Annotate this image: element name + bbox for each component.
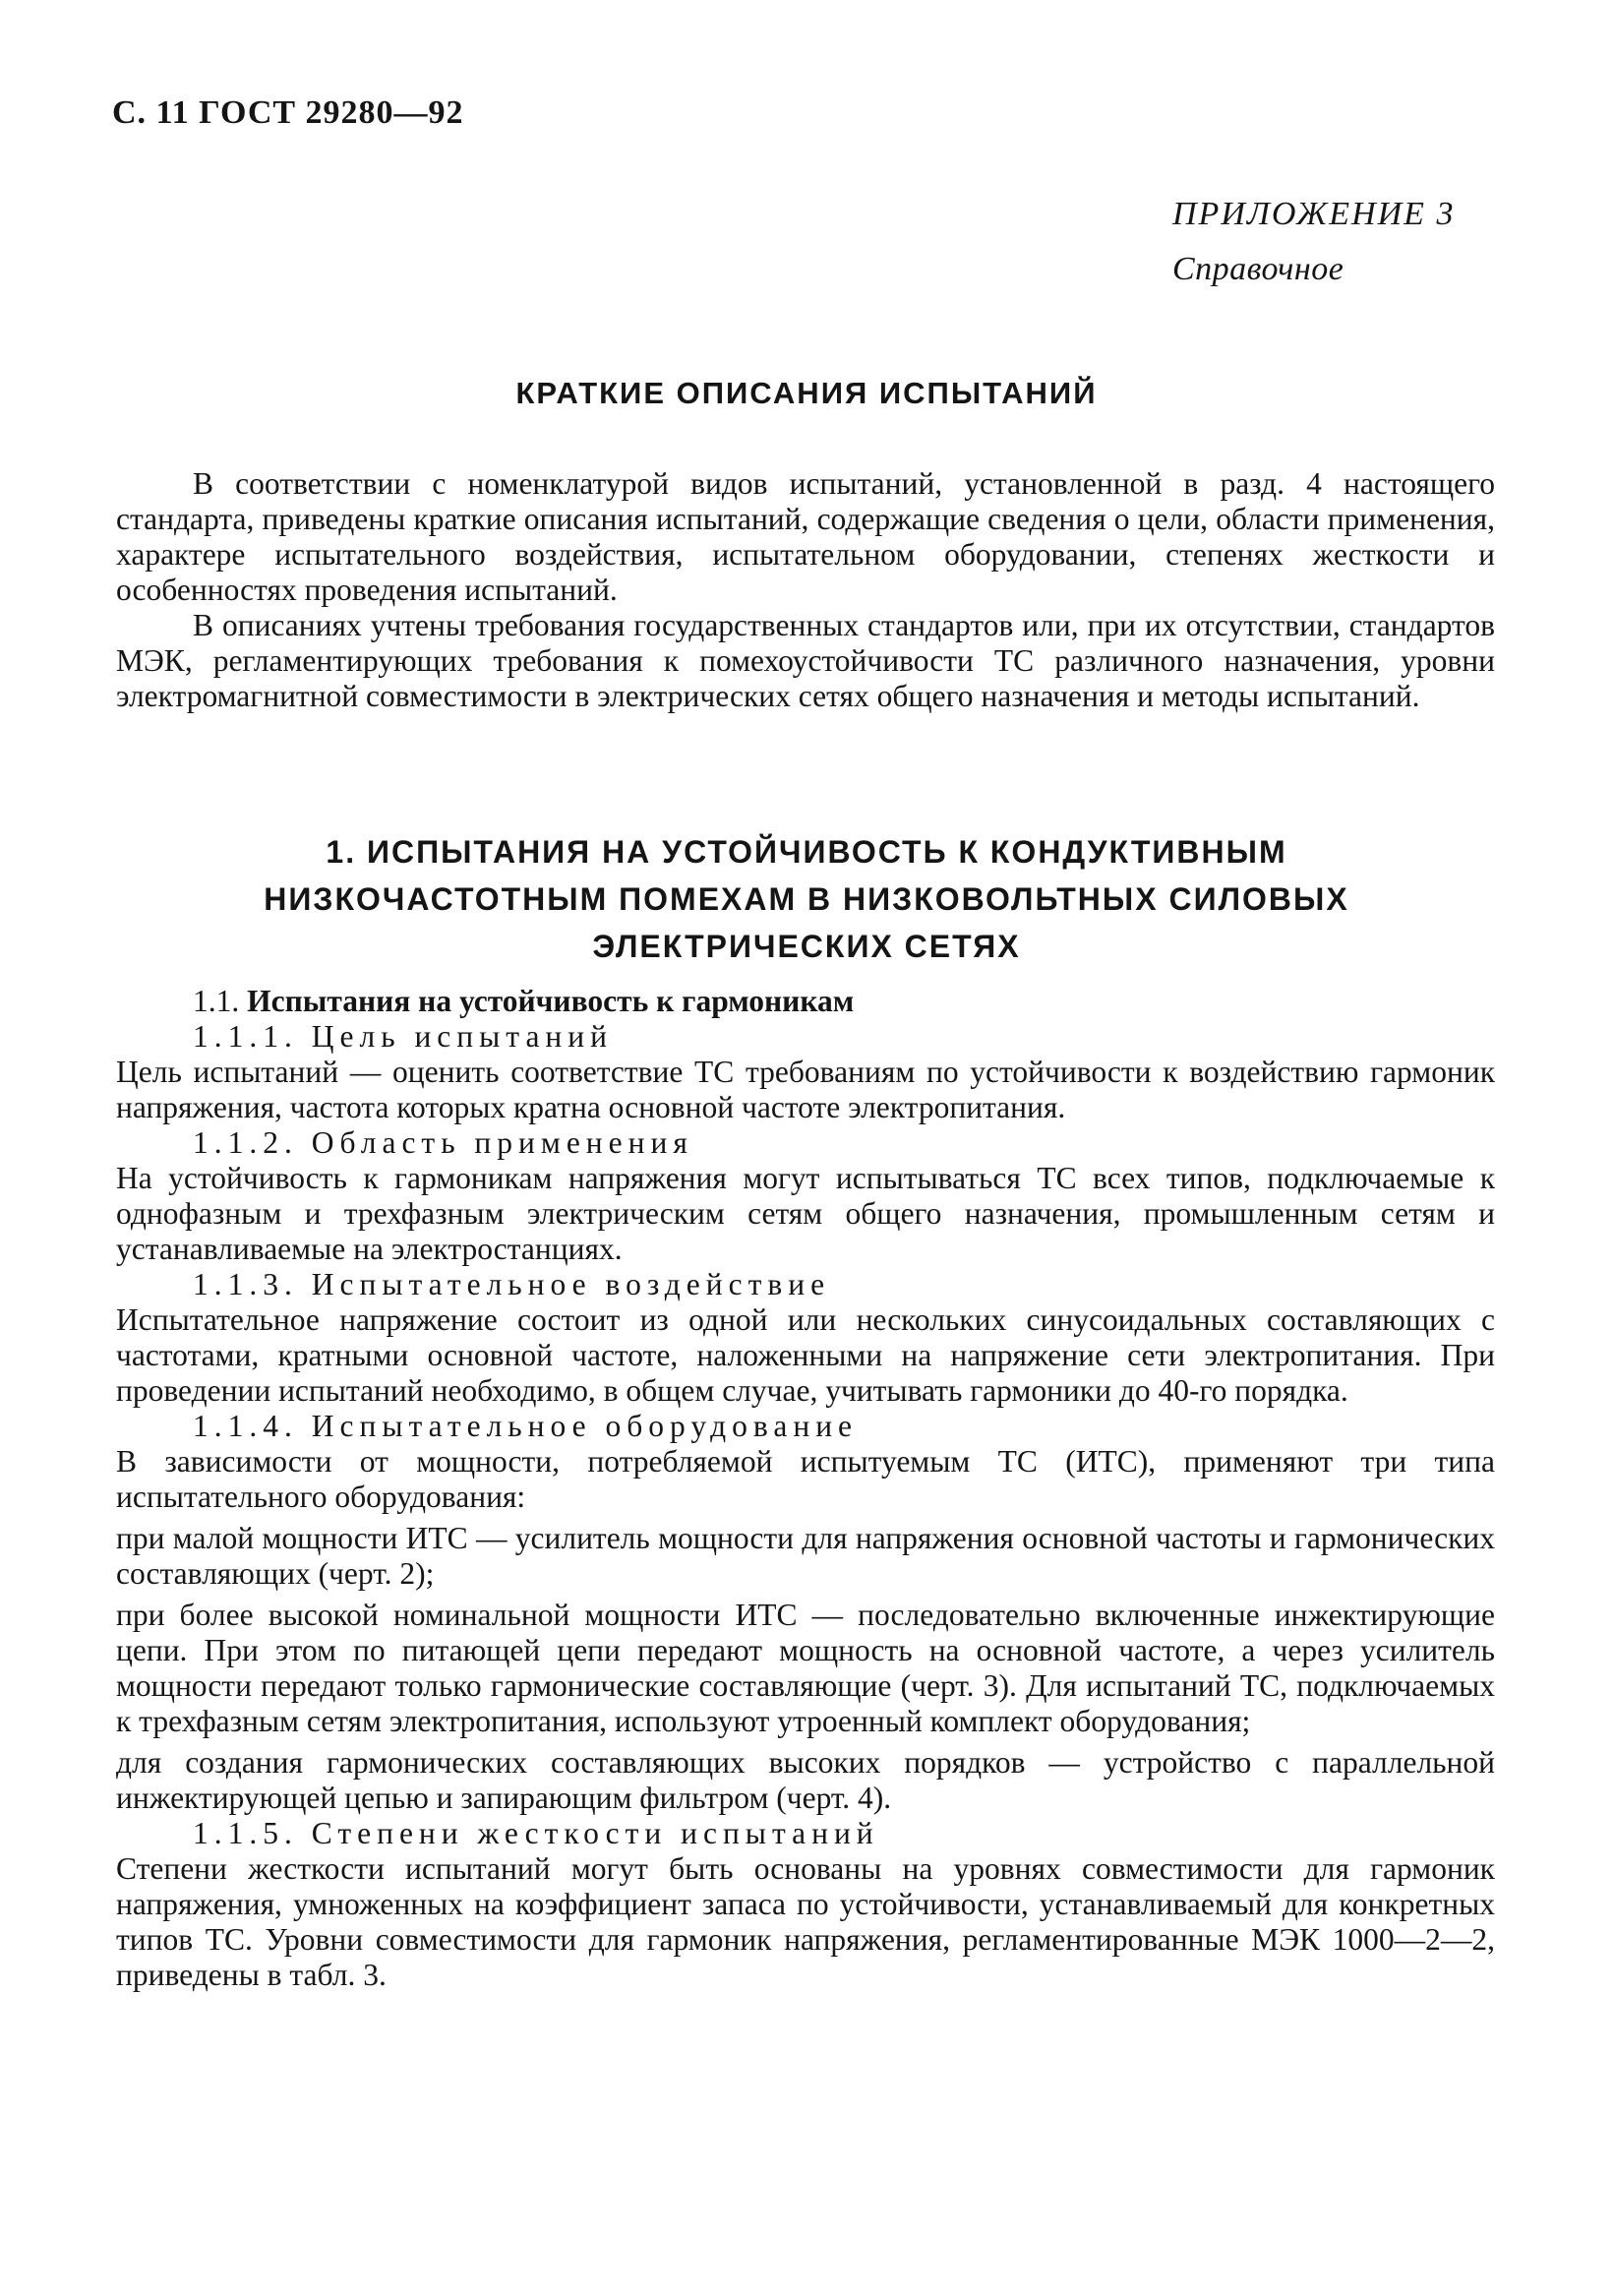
paragraph-1-1-4a: В зависимости от мощности, потребляемой испытуемым ТС (ИТС), применяют три типа испытательного оборудования: [116, 1444, 1495, 1514]
main-title: КРАТКИЕ ОПИСАНИЯ ИСПЫТАНИЙ [515, 376, 1098, 410]
subsection-1-1-number: 1.1. [193, 984, 240, 1018]
intro-text [116, 466, 1495, 714]
section-1-title-line-1: 1. ИСПЫТАНИЯ НА УСТОЙЧИВОСТЬ К КОНДУКТИВНЫМ [326, 834, 1287, 870]
section-1-body [116, 984, 1495, 1993]
subsection-1-1-5-heading: 1.1.5. Степени жесткости испытаний [193, 1816, 879, 1850]
subsection-1-1-3-heading: 1.1.3. Испытательное воздействие [193, 1267, 831, 1301]
paragraph-1-1-5: Степени жесткости испытаний могут быть основаны на уровнях совместимости для гармоник напряжения, умноженных на коэффициент запаса по устойчивости, устанавливаемый для конкретных типов ТС. Уровни совместимости для гармоник напряжения, регламентированные МЭК 1000—2—2, приведены в табл. 3. [116, 1851, 1495, 1992]
paragraph-1-1-1: Цель испытаний — оценить соответствие ТС требованиям по устойчивости к воздействию гармоник напряжения, частота которых кратна основной частоте электропитания. [116, 1055, 1495, 1124]
section-1-title [0, 828, 1613, 970]
paragraph-1-1-2: На устойчивость к гармоникам напряжения могут испытываться ТС всех типов, подключаемые к однофазным и трехфазным электрическим сетям общего назначения, промышленным сетям и устанавливаемые на электростанциях. [116, 1161, 1495, 1266]
paragraph-1-1-4d: для создания гармонических составляющих высоких порядков — устройство с параллельной инжектирующей цепью и запирающим фильтром (черт. 4). [116, 1745, 1495, 1815]
subsection-1-1-4-heading: 1.1.4. Испытательное оборудование [193, 1409, 859, 1443]
subsection-1-1-1-heading: 1.1.1. Цель испытаний [193, 1019, 614, 1054]
section-1-title-line-3: ЭЛЕКТРИЧЕСКИХ СЕТЯХ [592, 929, 1021, 964]
page-header: С. 11 ГОСТ 29280—92 [112, 94, 464, 131]
intro-paragraph-1: В соответствии с номенклатурой видов испытаний, установленной в разд. 4 настоящего стандарта, приведены краткие описания испытаний, содержащие сведения о цели, области применения, характере испытательного воздействия, испытательном оборудовании, степенях жесткости и особенностях проведения испытаний. [116, 466, 1495, 607]
appendix-kind: Справочное [1172, 251, 1344, 287]
section-1-title-line-2: НИЗКОЧАСТОТНЫМ ПОМЕХАМ В НИЗКОВОЛЬТНЫХ СИЛОВЫХ [264, 881, 1349, 917]
subsection-1-1-2-heading: 1.1.2. Область применения [193, 1125, 693, 1160]
paragraph-1-1-4b: при малой мощности ИТС — усилитель мощности для напряжения основной частоты и гармонических составляющих (черт. 2); [116, 1521, 1495, 1591]
appendix-label: ПРИЛОЖЕНИЕ 3 [1172, 196, 1456, 232]
subsection-1-1-heading [116, 984, 1495, 1019]
paragraph-1-1-4c: при более высокой номинальной мощности ИТС — последовательно включенные инжектирующие цепи. При этом по питающей цепи передают мощность на основной частоте, а через усилитель мощности передают только гармонические составляющие (черт. 3). Для испытаний ТС, подключаемых к трехфазным сетям электропитания, используют утроенный комплект оборудования; [116, 1598, 1495, 1738]
appendix-label-block [1172, 187, 1455, 297]
subsection-1-1-title: Испытания на устойчивость к гармоникам [247, 984, 855, 1018]
intro-paragraph-2: В описаниях учтены требования государственных стандартов или, при их отсутствии, стандартов МЭК, регламентирующих требования к помехоустойчивости ТС различного назначения, уровни электромагнитной совместимости в электрических сетях общего назначения и методы испытаний. [116, 608, 1495, 713]
paragraph-1-1-3: Испытательное напряжение состоит из одной или нескольких синусоидальных составляющих с частотами, кратными основной частоте, наложенными на напряжение сети электропитания. При проведении испытаний необходимо, в общем случае, учитывать гармоники до 40-го порядка. [116, 1302, 1495, 1408]
